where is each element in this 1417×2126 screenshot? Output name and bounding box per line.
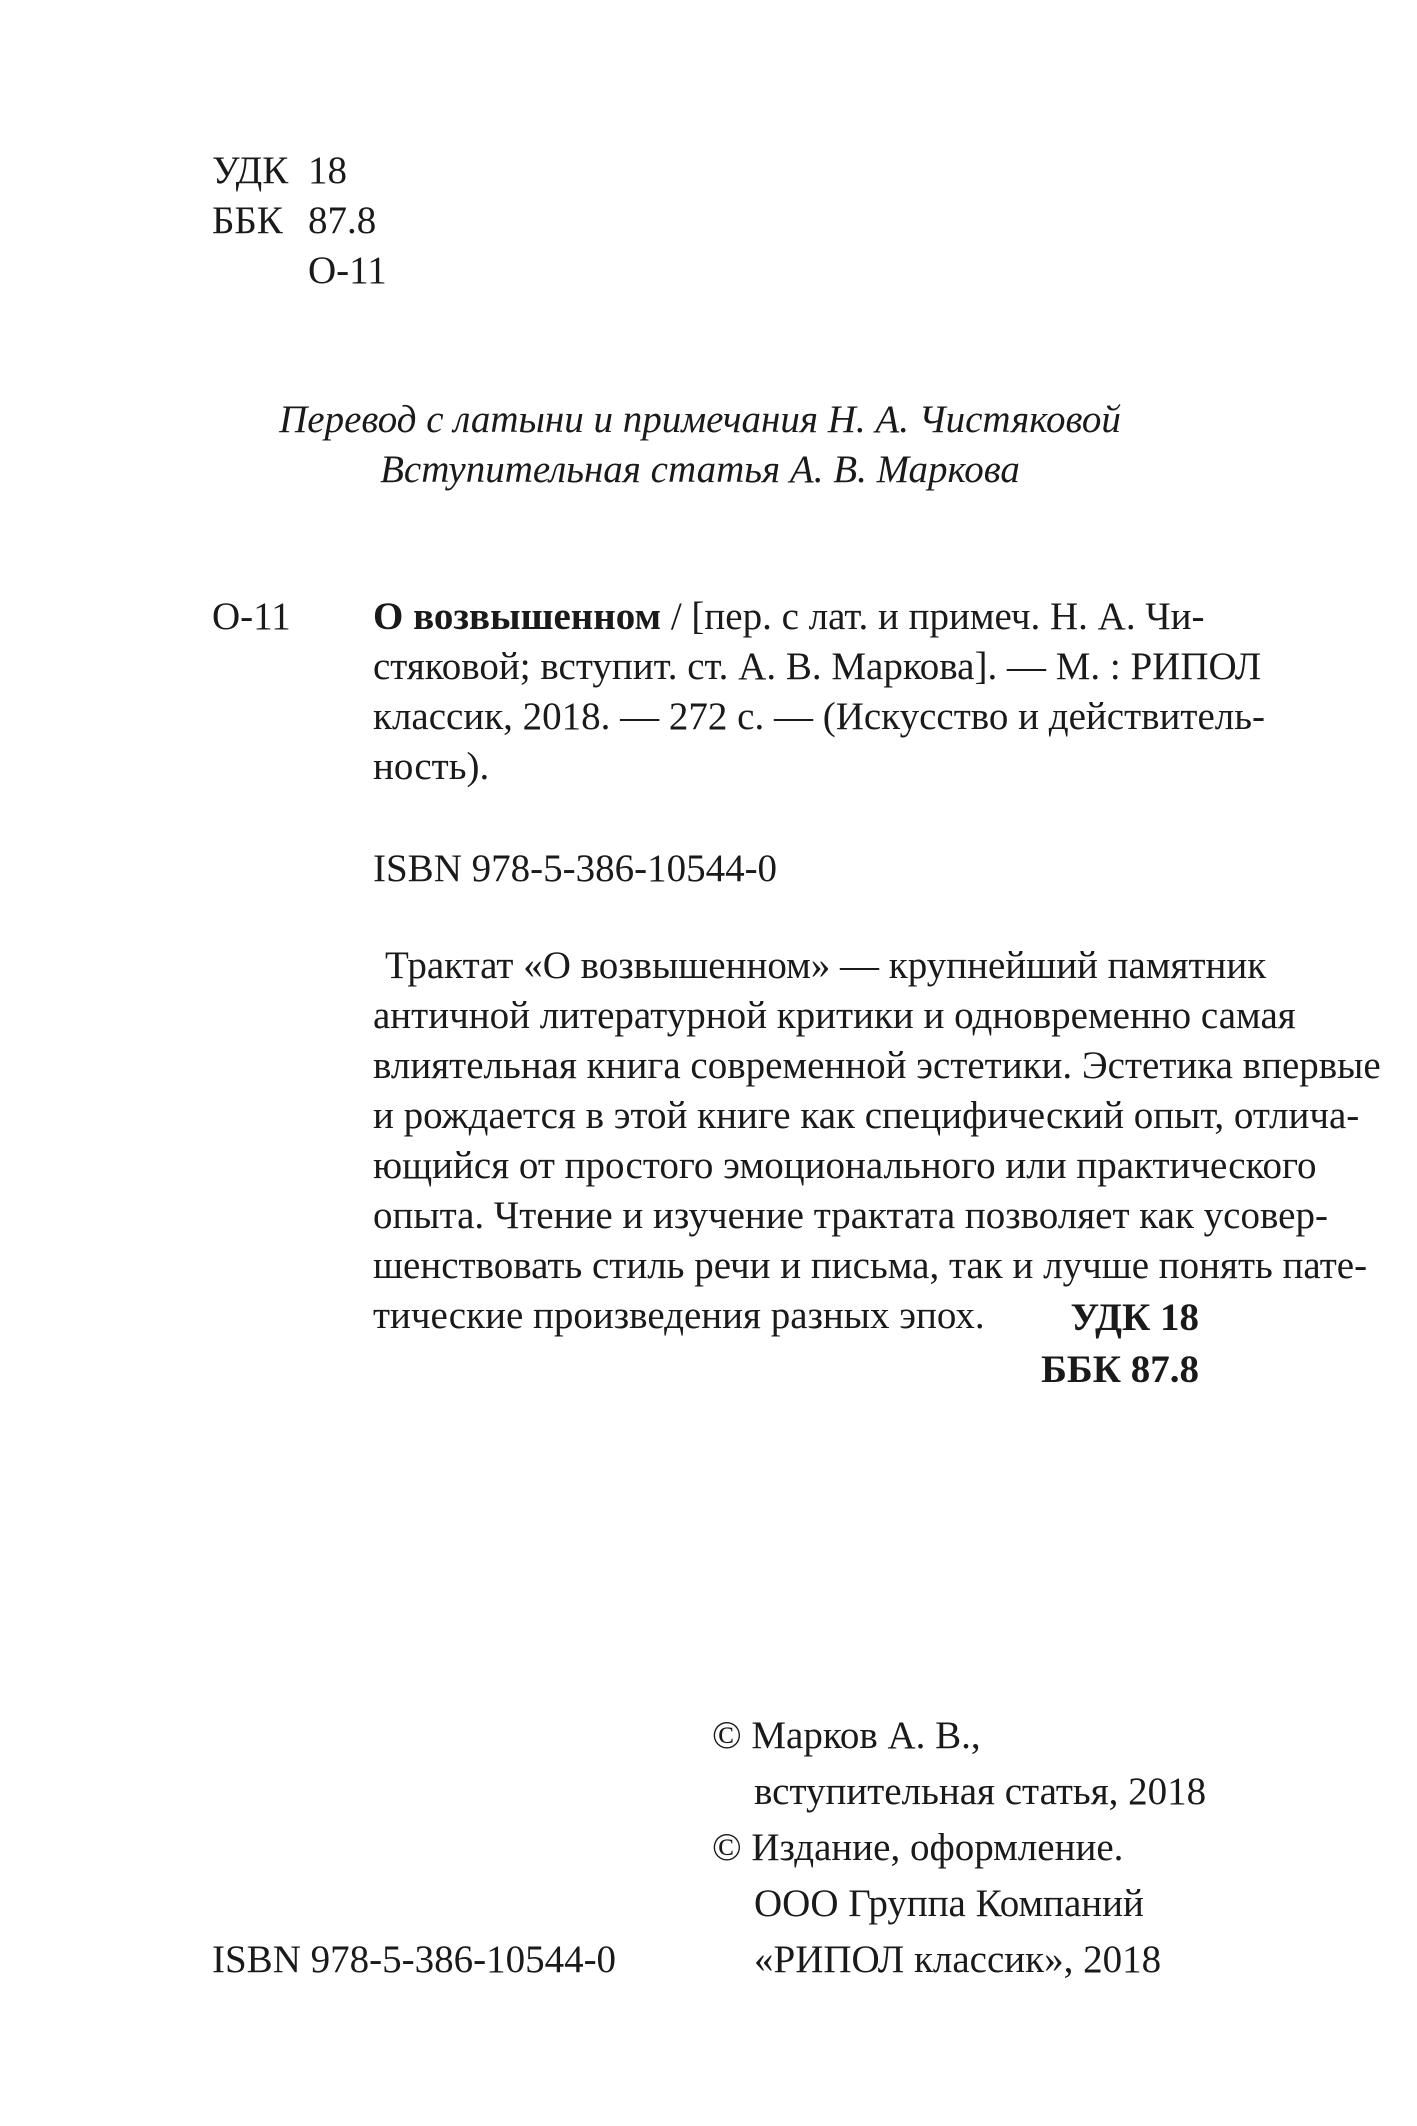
- bib-line-3: классик, 2018. — 272 с. — (Искусство и действитель-: [373, 695, 1266, 738]
- annotation-codes: [1041, 1293, 1199, 1397]
- translation-credit: Перевод с латыни и примечания Н. А. Чистяковой: [279, 398, 1121, 441]
- annotation-bbk: ББК 87.8: [1041, 1348, 1199, 1391]
- annotation-udk: УДК 18: [1070, 1296, 1199, 1339]
- udk-row: [212, 146, 512, 196]
- author-mark-row: [212, 246, 512, 296]
- copyright-block: [712, 1708, 1206, 1988]
- annotation-line: античной литературной критики и одновременно самая: [373, 994, 1296, 1037]
- bbk-label: ББК: [212, 199, 283, 242]
- introduction-credit: Вступительная статья А. В. Маркова: [380, 448, 1020, 491]
- copyright-line-4: ООО Группа Компаний: [754, 1882, 1144, 1925]
- udk-label: УДК: [212, 149, 289, 192]
- copyright-line-3: © Издание, оформление.: [712, 1826, 1124, 1869]
- bbk-row: [212, 196, 512, 246]
- author-mark: О-11: [308, 249, 387, 292]
- isbn-bottom: ISBN 978-5-386-10544-0: [212, 1938, 617, 1981]
- copyright-line-2: вступительная статья, 2018: [754, 1770, 1207, 1813]
- copyright-line-1: © Марков А. В.,: [712, 1714, 981, 1757]
- annotation-line: опыта. Чтение и изучение трактата позволяет как усовер-: [373, 1194, 1328, 1237]
- bib-line-4: ность).: [373, 745, 490, 788]
- annotation-line: Трактат «О возвышенном» — крупнейший памятник: [385, 944, 1267, 987]
- bib-code: О-11: [212, 595, 291, 638]
- annotation-line: влиятельная книга современной эстетики. Эстетика впервые: [373, 1044, 1381, 1087]
- bbk-value: 87.8: [308, 199, 377, 242]
- udk-value: 18: [308, 149, 347, 192]
- annotation: [373, 941, 1381, 1341]
- copyright-line-5: «РИПОЛ классик», 2018: [754, 1938, 1162, 1981]
- annotation-line: и рождается в этой книге как специфический опыт, отлича-: [373, 1094, 1360, 1137]
- bib-description: [373, 592, 1266, 792]
- annotation-line: ющийся от простого эмоционального или практического: [373, 1144, 1317, 1187]
- bib-line-2: стяковой; вступит. ст. А. В. Маркова]. — М. : РИПОЛ: [373, 645, 1262, 688]
- book-title: О возвышенном: [373, 595, 662, 638]
- isbn-mid: ISBN 978-5-386-10544-0: [373, 847, 778, 890]
- credits: [200, 395, 1200, 495]
- annotation-line: тические произведения разных эпох.: [373, 1294, 985, 1337]
- annotation-line: шенствовать стиль речи и письма, так и лучше понять пате-: [373, 1244, 1368, 1287]
- bib-line-1-text: / [пер. с лат. и примеч. Н. А. Чи-: [661, 595, 1205, 638]
- bib-line-1: [373, 592, 1205, 642]
